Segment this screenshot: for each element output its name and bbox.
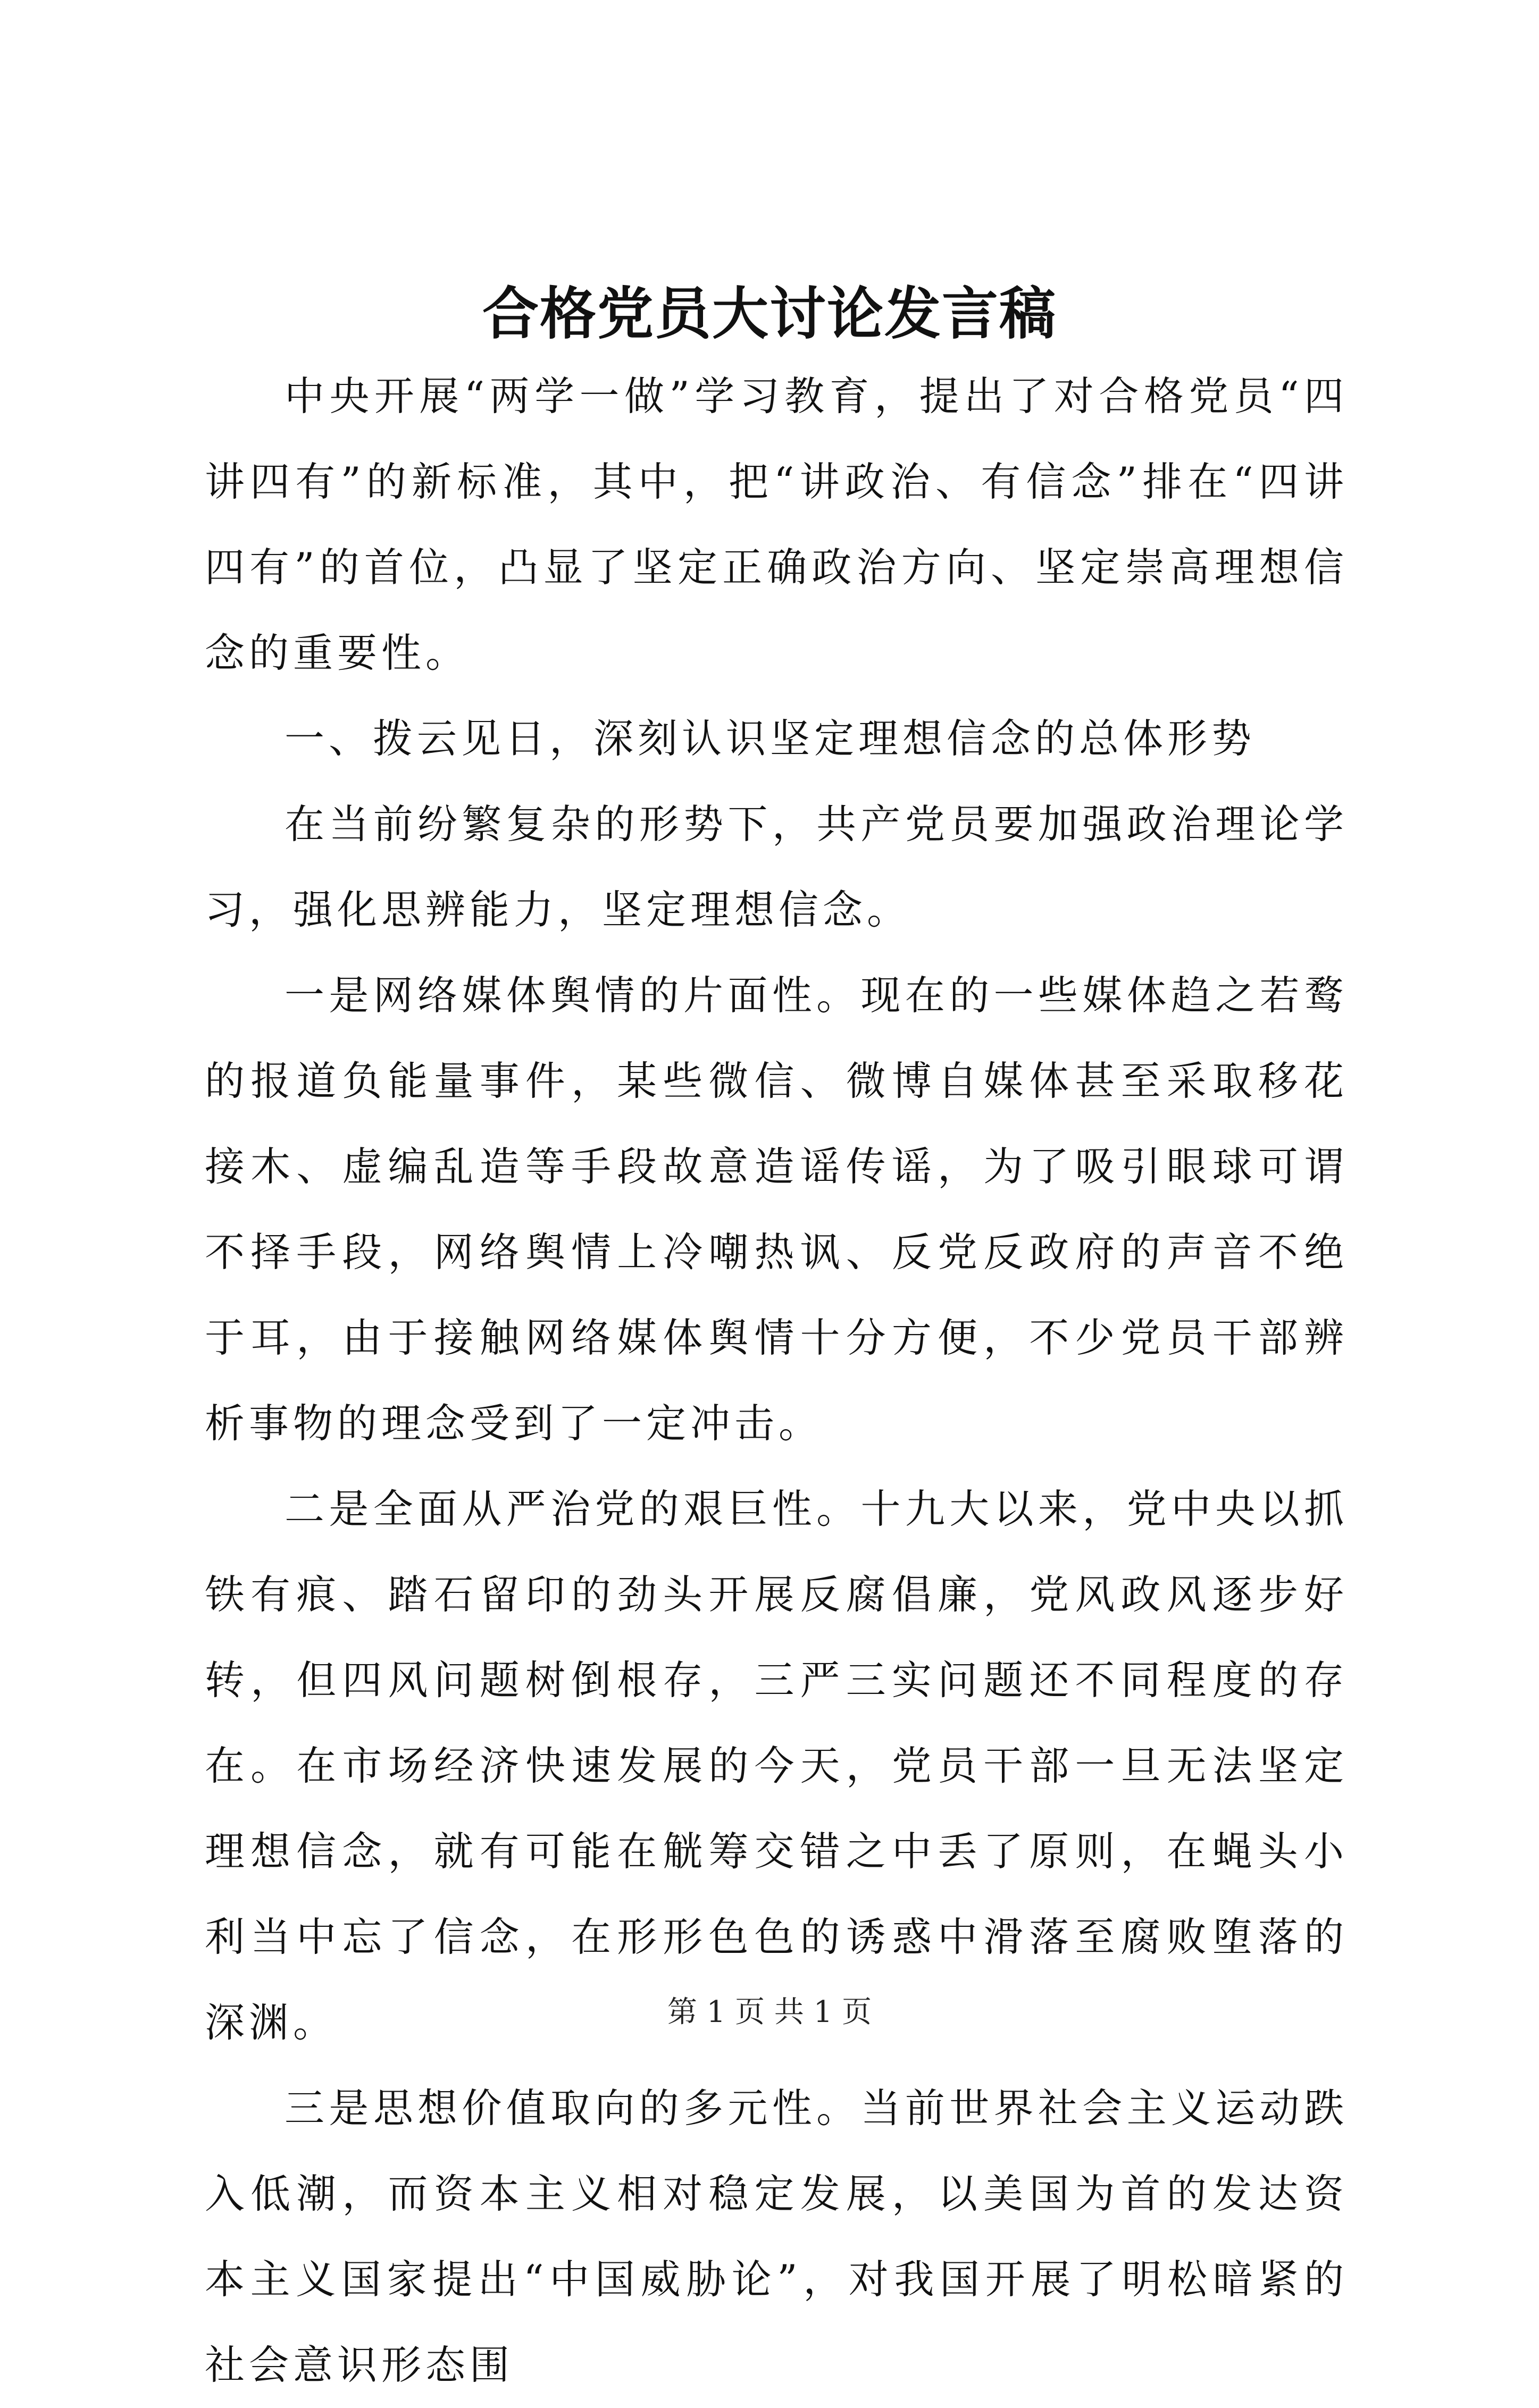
document-body	[205, 354, 1348, 2408]
paragraph-point-3: 三是思想价值取向的多元性。当前世界社会主义运动跌入低潮，而资本主义相对稳定发展，以美国为首的发达资本主义国家提出“中国威胁论”，对我国开展了明松暗紧的社会意识形态围	[205, 2085, 1348, 2388]
paragraph-context: 在当前纷繁复杂的形势下，共产党员要加强政治理论学习，强化思辨能力，坚定理想信念。	[205, 801, 1348, 933]
paragraph-point-2: 二是全面从严治党的艰巨性。十九大以来，党中央以抓铁有痕、踏石留印的劲头开展反腐倡廉，党风政风逐步好转，但四风问题树倒根存，三严三实问题还不同程度的存在。在市场经济快速发展的今天，党员干部一旦无法坚定理想信念，就有可能在觥筹交错之中丢了原则，在蝇头小利当中忘了信念，在形形色色的诱惑中滑落至腐败堕落的深渊。	[205, 1486, 1348, 2046]
document-title: 合格党员大讨论发言稿	[482, 280, 1057, 347]
paragraph-intro: 中央开展“两学一做”学习教育，提出了对合格党员“四讲四有”的新标准，其中，把“讲政治、有信念”排在“四讲四有”的首位，凸显了坚定正确政治方向、坚定崇高理想信念的重要性。	[205, 373, 1348, 676]
section-heading-1: 一、拨云见日，深刻认识坚定理想信念的总体形势	[285, 715, 1256, 762]
paragraph-point-1: 一是网络媒体舆情的片面性。现在的一些媒体趋之若鹜的报道负能量事件，某些微信、微博自媒体甚至采取移花接木、虚编乱造等手段故意造谣传谣，为了吸引眼球可谓不择手段，网络舆情上冷嘲热讽、反党反政府的声音不绝于耳，由于接触网络媒体舆情十分方便，不少党员干部辨析事物的理念受到了一定冲击。	[205, 972, 1348, 1447]
page-footer: 第 1 页 共 1 页	[667, 1995, 872, 2029]
